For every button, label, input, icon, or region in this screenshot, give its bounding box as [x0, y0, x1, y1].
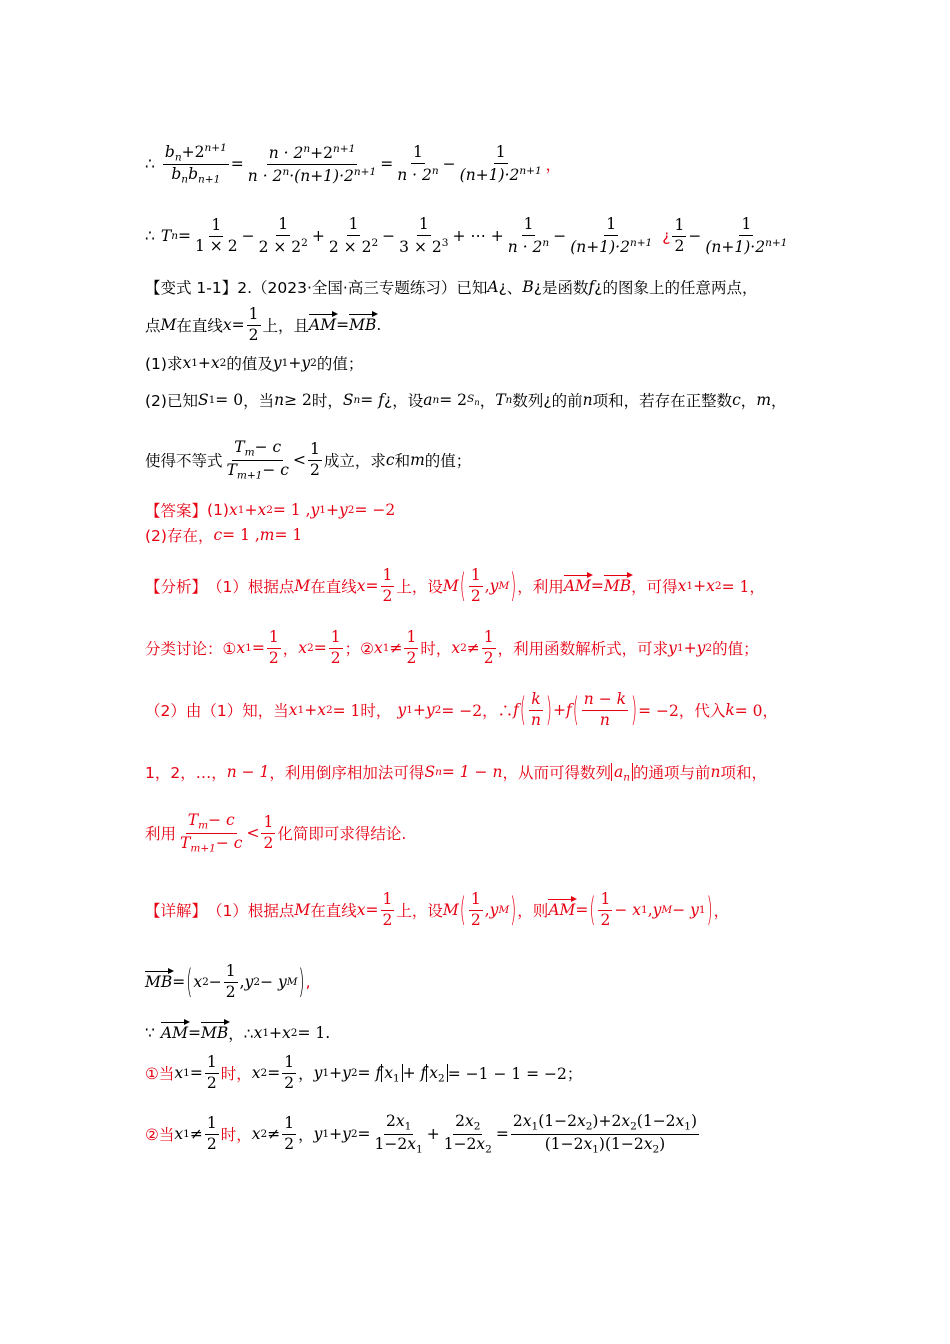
mc1: − c [254, 437, 282, 456]
an-l3d: = −2，代入 [638, 702, 726, 720]
var-b3: b [188, 165, 199, 184]
var-B: B [522, 278, 534, 296]
an-l4e: ，从而可得数列 [502, 764, 611, 782]
aeq1: = 1 , [272, 501, 311, 519]
frac-e [506, 216, 551, 256]
frac-half-7 [308, 441, 322, 480]
an-M: M [294, 577, 311, 595]
an-l3e: = 0， [734, 702, 779, 720]
num-part1: n · 2 [268, 143, 304, 162]
text1: 是函数 [541, 279, 589, 297]
an-l5b: 化简即可求得结论. [277, 825, 407, 843]
ay2: y [339, 501, 348, 519]
frac-g [703, 216, 789, 256]
an-l3b: = 1时， [332, 702, 392, 720]
an-l3c: = −2，∴ [441, 702, 514, 720]
sup-n1-c: n+1 [519, 164, 542, 177]
sup-n1-f: n+1 [629, 236, 653, 249]
n: n [274, 391, 285, 409]
den4: (n+1)·2 [459, 165, 520, 184]
S1: S [197, 391, 209, 409]
num-one: 1 [411, 144, 425, 164]
variant-tag: 【变式 1-1】2. [145, 279, 253, 297]
de-c1f: = −1 − 1 = −2； [447, 1065, 583, 1083]
variant-source: （2023·全国·高三专题练习）已知 [252, 279, 488, 297]
fraction-main [246, 143, 378, 185]
garble-B: ¿ [533, 278, 542, 296]
a2: (2)存在， [145, 527, 214, 545]
an-M2: M [442, 577, 459, 595]
q2-t2: 时， [311, 392, 343, 410]
q2-t6: 的前 [551, 392, 583, 410]
n1: 1 [247, 306, 261, 326]
Tm: T [234, 437, 245, 456]
detail-line-5: ②当 x 1 ≠ $\frac{1}{2}$ 时， x 2 ≠ $\frac{1}{2}$ ， y 1 + y 2 = $\frac{2x_1}{1-2x_1}$ + $\frac{2x_2}{1-2x_2}$ = $\frac{2x_1(1-2x_2)+2x_2(1-2x_1)}{(1-2x_1)(1-2x_2)}$ [145, 1111, 698, 1156]
q1-pre: (1)求 [145, 355, 183, 373]
de-c2b: 时， [220, 1126, 252, 1144]
d1: 1 × 2 [195, 236, 238, 255]
de-c1b: 时， [220, 1065, 252, 1083]
frac-d [397, 216, 450, 256]
d3: 2 × 2 [328, 237, 372, 256]
de-c2: ②当 [145, 1126, 175, 1144]
one-g: 1 [739, 216, 753, 236]
sup-n-c: n [431, 164, 439, 177]
an-k2: k [725, 701, 735, 719]
line-point-M [145, 303, 381, 347]
sub-n: n [174, 151, 182, 164]
plus: + [181, 142, 195, 161]
two: 2 [309, 460, 320, 479]
den-part2: ·(n+1)·2 [289, 166, 354, 185]
d6-b: (n+1)·2 [705, 237, 766, 256]
fraction-1-n1 [458, 144, 544, 184]
an-half: $\frac{1}{2}$ [382, 565, 393, 605]
an-l4b: n − 1 [226, 763, 270, 781]
sup-n1-b: n+1 [353, 165, 377, 178]
var-f: f [588, 278, 595, 296]
sub-n2: n [181, 174, 189, 187]
question-1: (1)求 x 1 + x 2 的值及 y 1 + y 2 的值； [145, 354, 364, 373]
sep: 、 [506, 279, 523, 297]
de-c1c: ， [298, 1065, 314, 1083]
sup-n1: n+1 [204, 141, 227, 154]
x2: x [210, 354, 220, 372]
an-l2c: ；② [344, 640, 374, 658]
plus2: + [288, 354, 302, 372]
c: c [732, 391, 741, 409]
Sn: S [342, 391, 354, 409]
de-p4: ，则 [517, 902, 549, 920]
an-l2b: ， [282, 640, 299, 658]
an-l3a: （2）由（1）知，当 [145, 702, 289, 720]
answer-tag: 【答案】 [145, 502, 208, 520]
detail-tag: 【详解】 [145, 902, 208, 920]
analysis-line-5: 利用 $\frac{T_m- c}{T_{m+1}- c}$ < $\frac{1}{2}$ 化简即可求得结论. [145, 810, 407, 855]
equals-2: = [380, 155, 394, 173]
sup-n1-a: n+1 [332, 142, 356, 155]
c: c [385, 451, 395, 469]
plus1: + [197, 354, 211, 372]
var-M: M [160, 316, 177, 334]
ge: ≥ 2 [284, 391, 312, 409]
comma2: ， [771, 392, 787, 410]
question-2-cont [145, 434, 471, 486]
var-b: b [164, 142, 175, 161]
an-l4c: ，利用倒序相加法可得 [269, 764, 425, 782]
a: a [423, 391, 433, 409]
mid: 在直线 [176, 317, 223, 335]
and: 和 [394, 452, 411, 470]
dot: . [376, 316, 382, 334]
an-p6: = 1， [721, 578, 765, 596]
an-p1: （1）根据点 [207, 578, 295, 596]
frac-a [193, 217, 240, 256]
half-den: 2 [674, 236, 685, 255]
equation-line-2: ∴ T n = $\frac{1}{1 \times 2}$ − $\frac{1}{2 \times 2^2}$ + $\frac{1}{2 \times 2^2}$ − $\frac{1}{3 \times 2^3}$ + ⋯ + $\frac{1}{n \cdot 2^n}$ − $\frac{1}{(n+1)\cdot 2^{n+1}}$ ¿ $\frac{1}{2}$ − $\frac{1}{(n+1)\cdot 2^{n+1}}$ [145, 214, 788, 256]
num-part2: +2 [310, 143, 333, 162]
minus: − [442, 155, 456, 173]
variant-heading [145, 274, 757, 300]
one-e: 1 [522, 216, 536, 236]
pow2: 2 [301, 236, 308, 249]
eqf: = f [360, 391, 384, 409]
ax2: x [257, 501, 267, 519]
equation-line-1 [145, 136, 561, 192]
text2: 的图象上的任意两点， [602, 279, 758, 297]
aeqm2: = −2 [354, 501, 396, 519]
post: 上，且 [262, 317, 310, 335]
one: 1 [308, 441, 322, 461]
vec-MB: MB [349, 316, 377, 334]
fraction-bn [163, 142, 229, 186]
q2-t5: 数列 [512, 392, 544, 410]
frac-half-4 [247, 306, 261, 345]
analysis-line-3: （2）由（1）知，当 x 1 + x 2 = 1时， y 1 + y 2 = −2，∴ f ( $\frac{k}{n}$ ) + f ( $\frac{n - k}{n}$ ) = −2，代入 k = 0， [145, 689, 779, 729]
garble-char: ¿ [662, 227, 671, 245]
de-p2: 在直线 [310, 902, 357, 920]
comma1: ， [740, 392, 757, 410]
pow2-b: 2 [371, 236, 379, 249]
an-l2e: ，利用函数解析式，可求 [497, 640, 669, 658]
var-b2: b [171, 165, 182, 184]
y2: y [301, 354, 311, 372]
am: m [259, 526, 275, 544]
comma: ， [545, 156, 562, 174]
analysis-line-2: 分类讨论：① x 1 = $\frac{1}{2}$ ， x 2 = $\frac{1}{2}$ ；② x 1 ≠ $\frac{1}{2}$ 时， x 2 ≠ $\frac{1}{2}$ ，利用函数解析式，可求 y 1 + y 2 的值； [145, 627, 759, 667]
d2: 2 × 2 [258, 237, 302, 256]
an-l5a: 利用 [145, 825, 177, 843]
question-2: (2)已知 S 1 = 0 ，当 n ≥ 2 时， S n = f ¿ ，设 a n = 2 $S_n$ ， T n 数列 ¿ 的前 n 项和，若存在正整数 c ， m ， [145, 391, 787, 410]
sup-n1-g: n+1 [765, 236, 788, 249]
de-p1: （1）根据点 [207, 902, 295, 920]
var-T: T [160, 227, 172, 245]
de-c1d: = f [357, 1064, 382, 1082]
ax1: x [228, 501, 238, 519]
one-c: 1 [347, 216, 361, 236]
pow3: 3 [441, 236, 449, 249]
de-c1: ①当 [145, 1065, 175, 1083]
equals: = [230, 155, 244, 173]
analysis-tag: 【分析】 [145, 578, 208, 596]
a1: (1) [207, 501, 229, 519]
d4: 3 × 2 [399, 237, 442, 256]
m: m [410, 451, 425, 469]
ay1: y [310, 501, 320, 519]
garble: ¿ [383, 391, 393, 409]
x1: x [182, 354, 192, 372]
l7-post: 成立，求 [323, 452, 386, 470]
sub-n-T: n [171, 230, 179, 242]
num-one-2: 1 [494, 144, 508, 164]
de-l3c: = 1. [297, 1024, 331, 1042]
an-p3: 上，设 [396, 578, 443, 596]
frac-half [672, 217, 686, 256]
equals-T: = [178, 227, 192, 245]
an-nk: n − k [582, 691, 628, 711]
sup-n-a: n [303, 142, 311, 155]
de-l3b: ，∴ [228, 1025, 254, 1043]
detail-line-1: 【详解】 （1）根据点 M 在直线 x = $\frac{1}{2}$ 上，设 M ( $\frac{1}{2}$ , y M ) ，则 AM = ( $\frac{1}{2}$ − x 1 , y M − y 1 ) ， [145, 889, 730, 929]
am1: = 1 [274, 526, 303, 544]
garble2: ¿ [543, 391, 552, 409]
frac-f [568, 216, 654, 256]
acm: = 1 , [222, 526, 260, 544]
one-a: 1 [209, 217, 223, 237]
an-l4d: = 1 − n [441, 763, 503, 781]
m: m [756, 391, 772, 409]
therefore-symbol: ∴ [145, 155, 155, 173]
de-c1e: + f [402, 1064, 427, 1082]
analysis-line-1: 【分析】 （1）根据点 M 在直线 x = $\frac{1}{2}$ 上，设 M ( $\frac{1}{2}$ , y M ) ，利用 AM = MB ，可得 x 1 + x 2 = 1， [145, 565, 765, 605]
eq0: = 0 [215, 391, 244, 409]
an-l4a: 1，2，…， [145, 764, 227, 782]
ac: c [213, 526, 223, 544]
l7-pre: 使得不等式 [145, 452, 223, 470]
var-x: x [222, 316, 232, 334]
an-l2a: 分类讨论：① [145, 640, 237, 658]
q2-t3: ，设 [392, 392, 424, 410]
y1: y [272, 354, 282, 372]
d5: n · 2 [507, 237, 543, 256]
an-p5: ，可得 [631, 578, 678, 596]
de-p5: ， [713, 902, 730, 920]
n2: n [582, 391, 593, 409]
q2-t7: 项和，若存在正整数 [592, 392, 733, 410]
detail-line-3: ∵ AM = MB ，∴ x 1 + x 2 = 1. [145, 1024, 331, 1043]
q2-t4: ， [479, 392, 496, 410]
detail-line-4: ①当 x 1 = $\frac{1}{2}$ 时， x 2 = $\frac{1}{2}$ ， y 1 + y 2 = f $x_1$ + f $x_2$ = −1 − 1 = −2； [145, 1052, 583, 1092]
q2-t1: ，当 [243, 392, 275, 410]
one-f: 1 [604, 216, 618, 236]
garble-A: ¿ [498, 278, 507, 296]
sup-n-e: n [542, 236, 550, 249]
d2: 2 [248, 325, 259, 344]
analysis-line-4: 1，2，…， n − 1 ，利用倒序相加法可得 S n = 1 − n ，从而可得数列 $a_n$ 的通项与前 n 项和， [145, 763, 768, 784]
vec-AM: AM [309, 316, 337, 334]
den3: n · 2 [397, 165, 432, 184]
an-l4g: 项和， [720, 764, 768, 782]
eq2: = 2 [439, 391, 468, 409]
q1-end: 的值； [316, 355, 364, 373]
var-A: A [487, 278, 499, 296]
answer-line-1: 【答案】 (1) x 1 + x 2 = 1 , y 1 + y 2 = −2 [145, 501, 396, 520]
garble-f: ¿ [594, 278, 603, 296]
frac-b [257, 216, 310, 256]
d6: (n+1)·2 [570, 237, 630, 256]
answer-line-2 [145, 523, 302, 547]
frac-c [327, 216, 380, 256]
therefore-symbol-2: ∴ [145, 227, 155, 245]
an-l2d: 时， [420, 640, 452, 658]
detail-line-2: MB = ( x 2 − $\frac{1}{2}$ , y 2 − y M ) , [145, 961, 311, 1001]
q1-text: 的值及 [226, 355, 273, 373]
an-p4: ，利用 [517, 578, 564, 596]
two: 2 [194, 142, 205, 161]
an-p2: 在直线 [310, 578, 357, 596]
eq2: = [336, 316, 350, 334]
den-part1: n · 2 [247, 166, 283, 185]
one-d: 1 [417, 216, 431, 236]
lt: < [292, 451, 306, 469]
half-num: 1 [672, 217, 686, 237]
one-b: 1 [276, 216, 290, 236]
sup-n-b: n [282, 165, 290, 178]
q2-pre: (2)已知 [145, 392, 198, 410]
mc2: − c [262, 460, 289, 479]
Tm1: T [226, 460, 237, 479]
sub-n1: n+1 [198, 174, 221, 187]
fraction-1-n2n [395, 144, 440, 184]
pre: 点 [145, 317, 161, 335]
an-l4f: 的通项与前 [633, 764, 711, 782]
frac-Tm: $\frac{T_m- c}{T_{m+1}- c}$ [226, 437, 289, 482]
de-l3a: ∵ [145, 1024, 155, 1042]
T: T [495, 391, 506, 409]
end: 的值； [424, 452, 472, 470]
dots: + ⋯ + [452, 227, 504, 245]
an-l2f: 的值； [712, 640, 759, 658]
eq: = [231, 316, 245, 334]
an-k: k [529, 691, 542, 711]
de-p3: 上，设 [396, 902, 443, 920]
